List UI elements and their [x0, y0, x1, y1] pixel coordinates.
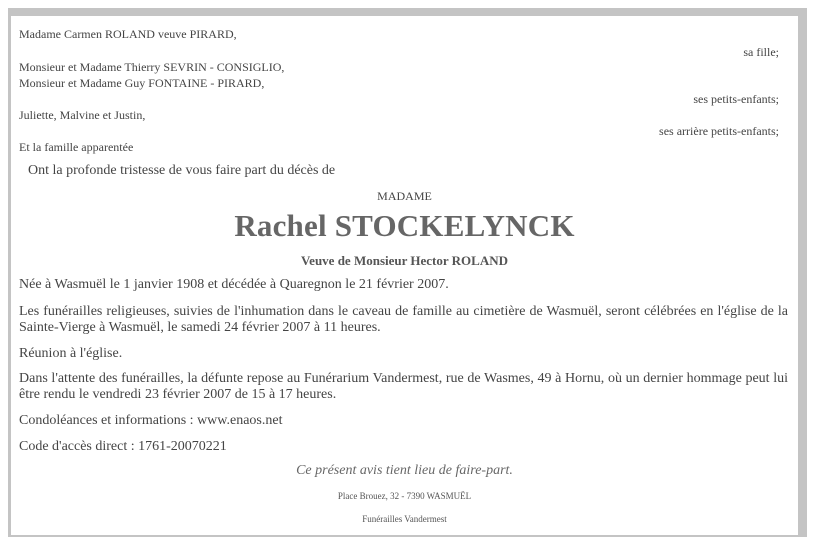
- funeral-home-address: Place Brouez, 32 - 7390 WASMUËL: [337, 491, 472, 501]
- deceased-name: Rachel STOCKELYNCK: [234, 208, 575, 243]
- family-role-daughter: sa fille;: [743, 45, 779, 59]
- rest-info: Dans l'attente des funérailles, la défunte repose au Funérarium Vandermest, rue de Wasmes, 49 à Hornu, où un dernier hommage peut lui être rendu le vendredi 23 février 2007 de 15 à 17 heures.: [19, 371, 788, 402]
- family-line-relatives: Et la famille apparentée: [19, 140, 134, 154]
- meeting-info: Réunion à l'église.: [19, 346, 123, 361]
- deceased-title: MADAME: [377, 189, 432, 203]
- announcement-intro: Ont la profonde tristesse de vous faire part du décès de: [28, 163, 336, 178]
- death-notice-card: [11, 16, 798, 535]
- condolences-info: Condoléances et informations : www.enaos.net: [19, 413, 283, 428]
- funeral-details: Les funérailles religieuses, suivies de l'inhumation dans le caveau de famille au cimetière de Wasmuël, seront célébrées en l'église de la Sainte-Vierge à Wasmuël, le samedi 24 février 2007 à 11 heures.: [19, 304, 788, 335]
- birth-death-info: Née à Wasmuël le 1 janvier 1908 et décédée à Quaregnon le 21 février 2007.: [19, 277, 449, 292]
- family-role-grandchildren: ses petits-enfants;: [693, 92, 779, 106]
- widow-of: Veuve de Monsieur Hector ROLAND: [300, 253, 509, 268]
- family-role-great-grandchildren: ses arrière petits-enfants;: [659, 124, 779, 138]
- family-line-grandchild-1: Monsieur et Madame Thierry SEVRIN - CONSIGLIO,: [19, 60, 285, 74]
- notice-statement: Ce présent avis tient lieu de faire-part.: [296, 463, 513, 478]
- funeral-home-name: Funérailles Vandermest: [362, 514, 447, 524]
- access-code: Code d'accès direct : 1761-20070221: [19, 439, 227, 454]
- family-line-great-grandchildren: Juliette, Malvine et Justin,: [19, 108, 146, 122]
- family-line-grandchild-2: Monsieur et Madame Guy FONTAINE - PIRARD,: [19, 76, 265, 90]
- family-line-daughter: Madame Carmen ROLAND veuve PIRARD,: [19, 27, 237, 41]
